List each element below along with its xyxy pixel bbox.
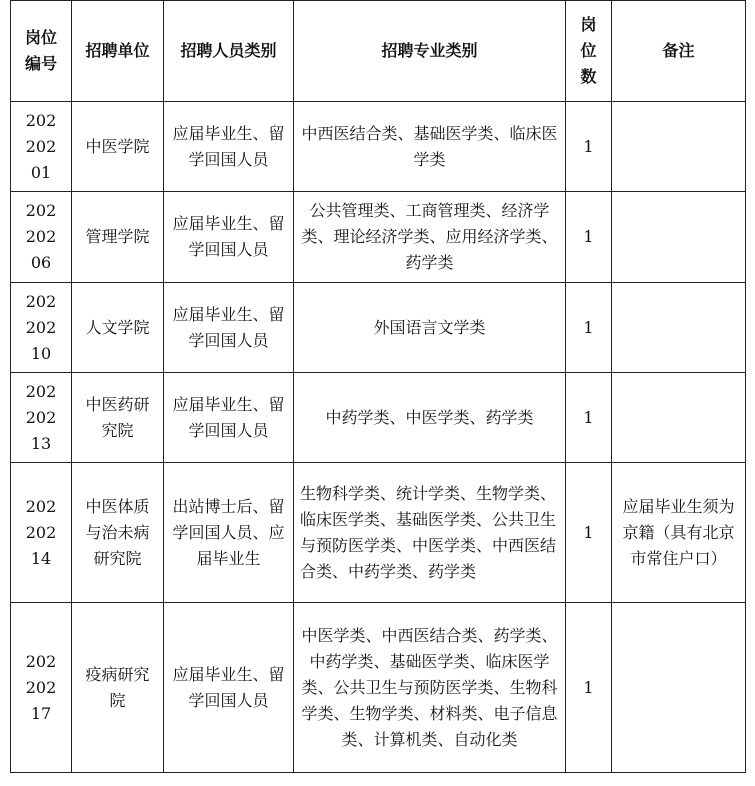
personnel-type-cell: 应届毕业生、留学回国人员 — [164, 102, 294, 192]
position-id-cell: 20220217 — [11, 603, 72, 773]
position-count-cell: 1 — [566, 102, 612, 192]
remarks-cell — [612, 283, 746, 373]
position-id-cell: 20220210 — [11, 283, 72, 373]
position-id-cell: 20220213 — [11, 373, 72, 463]
major-cell: 中西医结合类、基础医学类、临床医学类 — [294, 102, 566, 192]
position-count-cell: 1 — [566, 283, 612, 373]
table-row — [11, 603, 746, 773]
header-position-count: 岗位数 — [566, 1, 612, 102]
unit-cell: 人文学院 — [72, 283, 164, 373]
major-cell: 生物科学类、统计学类、生物学类、临床医学类、基础医学类、公共卫生与预防医学类、中医学类、中西医结合类、中药学类、药学类 — [294, 463, 566, 603]
unit-cell: 疫病研究院 — [72, 603, 164, 773]
position-count-cell: 1 — [566, 463, 612, 603]
personnel-type-cell: 应届毕业生、留学回国人员 — [164, 373, 294, 463]
position-count-cell: 1 — [566, 373, 612, 463]
remarks-cell — [612, 373, 746, 463]
remarks-cell: 应届毕业生须为京籍（具有北京市常住户口） — [612, 463, 746, 603]
unit-cell: 中医学院 — [72, 102, 164, 192]
remarks-cell — [612, 603, 746, 773]
table-row — [11, 283, 746, 373]
personnel-type-cell: 出站博士后、留学回国人员、应届毕业生 — [164, 463, 294, 603]
personnel-type-cell: 应届毕业生、留学回国人员 — [164, 603, 294, 773]
position-count-cell: 1 — [566, 603, 612, 773]
position-id-cell: 20220206 — [11, 192, 72, 283]
remarks-cell — [612, 192, 746, 283]
personnel-type-cell: 应届毕业生、留学回国人员 — [164, 192, 294, 283]
major-cell: 公共管理类、工商管理类、经济学类、理论经济学类、应用经济学类、药学类 — [294, 192, 566, 283]
major-cell: 外国语言文学类 — [294, 283, 566, 373]
remarks-cell — [612, 102, 746, 192]
header-recruiting-unit: 招聘单位 — [72, 1, 164, 102]
table-row — [11, 373, 746, 463]
position-id-cell: 20220201 — [11, 102, 72, 192]
header-position-id: 岗位编号 — [11, 1, 72, 102]
position-count-cell: 1 — [566, 192, 612, 283]
header-remarks: 备注 — [612, 1, 746, 102]
unit-cell: 中医体质与治未病研究院 — [72, 463, 164, 603]
major-cell: 中药学类、中医学类、药学类 — [294, 373, 566, 463]
table-row — [11, 192, 746, 283]
header-personnel-type: 招聘人员类别 — [164, 1, 294, 102]
unit-cell: 管理学院 — [72, 192, 164, 283]
major-cell: 中医学类、中西医结合类、药学类、中药学类、基础医学类、临床医学类、公共卫生与预防医学类、生物科学类、生物学类、材料类、电子信息类、计算机类、自动化类 — [294, 603, 566, 773]
header-row — [11, 1, 746, 102]
unit-cell: 中医药研究院 — [72, 373, 164, 463]
recruitment-table — [10, 0, 746, 773]
header-major-category: 招聘专业类别 — [294, 1, 566, 102]
table-row — [11, 463, 746, 603]
table-row — [11, 102, 746, 192]
personnel-type-cell: 应届毕业生、留学回国人员 — [164, 283, 294, 373]
position-id-cell: 20220214 — [11, 463, 72, 603]
